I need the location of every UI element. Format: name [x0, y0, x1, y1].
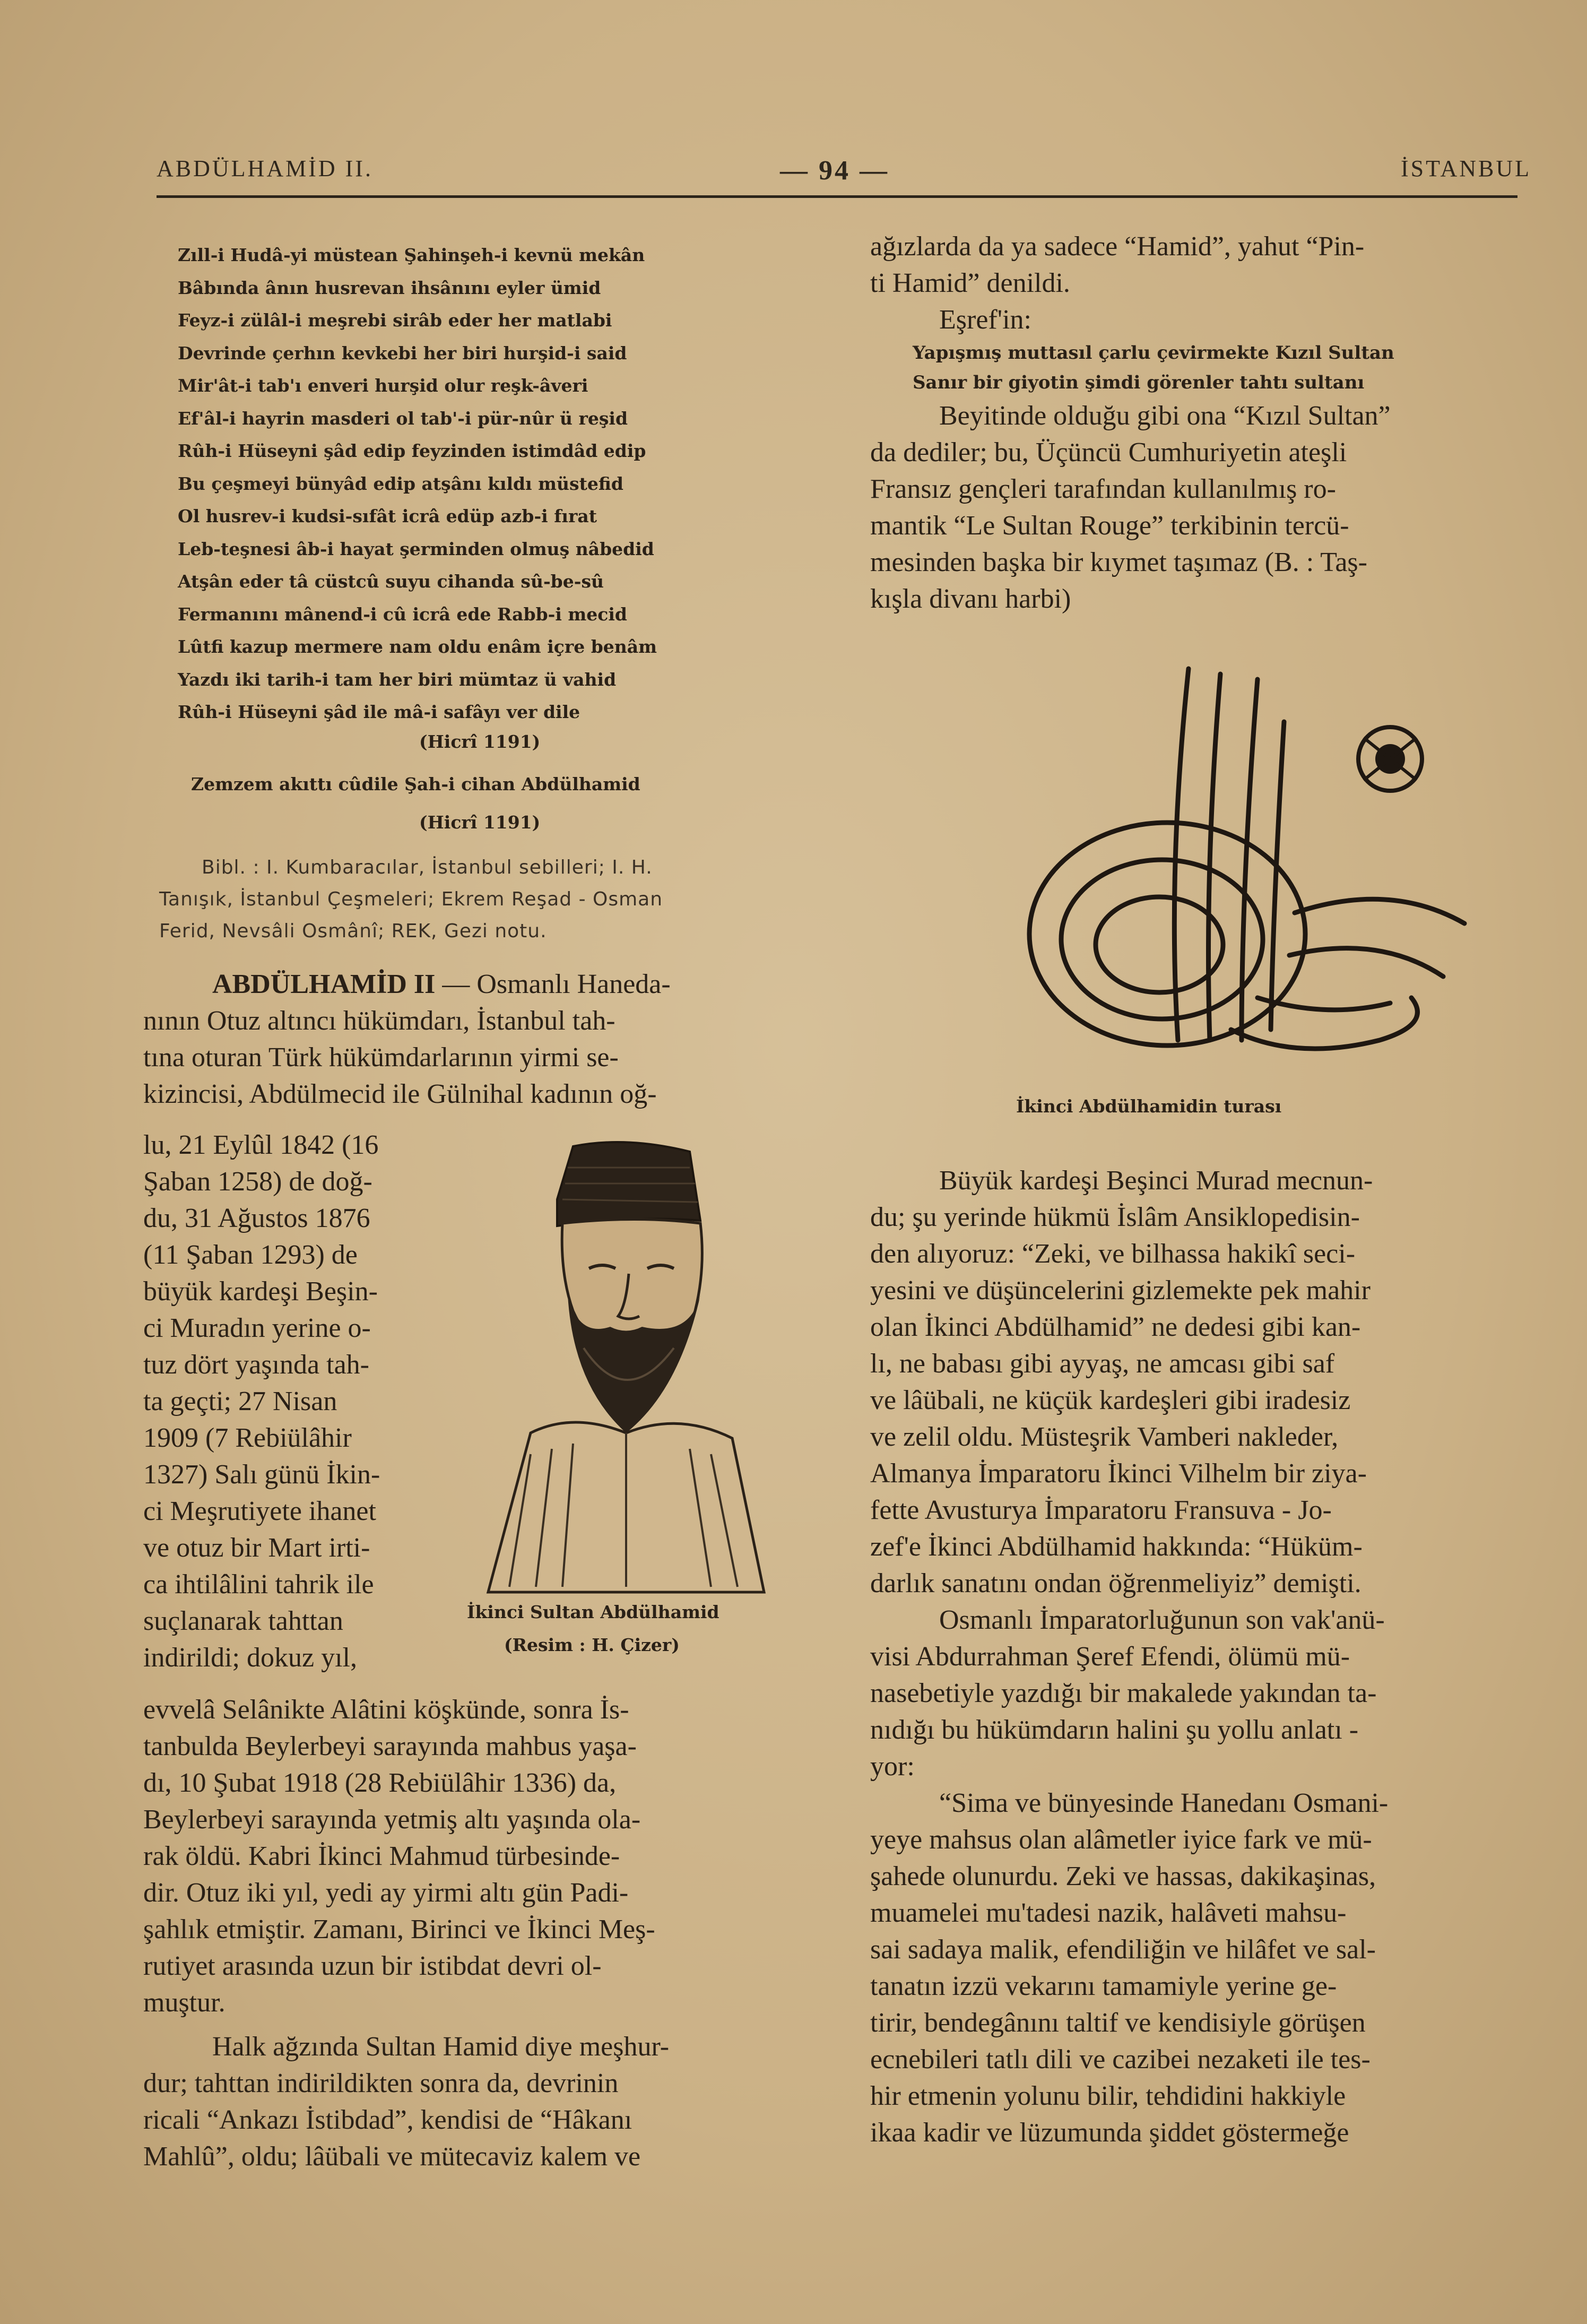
article-line: Beylerbeyi sarayında yetmiş altı yaşında ola-	[143, 1804, 641, 1835]
article-line: nının Otuz altıncı hükümdarı, İstanbul tah-	[143, 1006, 615, 1036]
poem-line: Rûh-i Hüseyni şâd edip feyzinden istimdâd edip	[178, 440, 646, 461]
article-line: du, 31 Ağustos 1876	[143, 1203, 370, 1233]
entry-headword: ABDÜLHAMİD II	[212, 969, 436, 999]
article-line: Osmanlı İmparatorluğunun son vak'anü-	[939, 1605, 1385, 1635]
article-line: nasebetiyle yazdığı bir makalede yakından ta-	[870, 1678, 1377, 1708]
article-line: visi Abdurrahman Şeref Efendi, ölümü mü-	[870, 1642, 1350, 1672]
poem-line: Atşân eder tâ cüstcû suyu cihanda sû-be-sû	[178, 571, 604, 592]
poem-line: Feyz-i zülâl-i meşrebi sirâb eder her matlabi	[178, 310, 612, 331]
bibl-line: Tanışık, İstanbul Çeşmeleri; Ekrem Reşad - Osman	[159, 888, 663, 910]
article-line: tuz dört yaşında tah-	[143, 1350, 369, 1380]
right-column-top	[870, 228, 1533, 617]
article-line: nıdığı bu hükümdarın halini şu yollu anlatı -	[870, 1715, 1359, 1745]
article-line: Büyük kardeşi Beşinci Murad mecnun-	[939, 1165, 1373, 1196]
article-line: tirir, bendegânını taltif ve kendisiyle görüşen	[870, 2008, 1366, 2038]
article-line: fette Avusturya İmparatoru Fransuva - Jo-	[870, 1495, 1332, 1525]
article-line: rutiyet arasında uzun bir istibdat devri ol-	[143, 1951, 602, 1981]
portrait-credit: (Resim : H. Çizer)	[504, 1635, 680, 1655]
article-line: Şaban 1258) de doğ-	[143, 1167, 372, 1197]
article-line: zef'e İkinci Abdülhamid hakkında: “Hüküm-	[870, 1532, 1363, 1562]
article-line: da dediler; bu, Üçüncü Cumhuriyetin ateşli	[870, 437, 1347, 468]
poem-line: Bâbında ânın husrevan ihsânını eyler ümid	[178, 277, 601, 298]
tughra-caption: İkinci Abdülhamidin turası	[1016, 1096, 1282, 1117]
article-line: tanbulda Beylerbeyi sarayında mahbus yaşa-	[143, 1731, 637, 1761]
article-line: tına oturan Türk hükümdarlarının yirmi se-	[143, 1042, 619, 1073]
article-line: yor:	[870, 1751, 915, 1782]
article-line: dir. Otuz iki yıl, yedi ay yirmi altı gün Padi-	[143, 1878, 629, 1908]
page-number: — 94 —	[780, 155, 889, 186]
article-line: mantik “Le Sultan Rouge” terkibinin tercü-	[870, 511, 1349, 541]
article-line: hir etmenin yolunu bilir, tehdidini hakkiyle	[870, 2081, 1346, 2111]
article-line: Beyitinde olduğu gibi ona “Kızıl Sultan”	[939, 401, 1391, 431]
article-line: dur; tahttan indirildikten sonra da, devrinin	[143, 2068, 619, 2098]
article-line: muştur.	[143, 1988, 226, 2018]
entry-first-line-text: — Osmanlı Haneda-	[435, 969, 671, 999]
poem-line: Fermanını mânend-i cû icrâ ede Rabb-i mecid	[178, 603, 627, 625]
article-line: den alıyoruz: “Zeki, ve bilhassa hakikî seci-	[870, 1239, 1356, 1269]
poem-line: Devrinde çerhın kevkebi her biri hurşid-i said	[178, 342, 627, 364]
article-line: sai sadaya malik, efendiliğin ve hilâfet ve sal-	[870, 1934, 1376, 1965]
article-line: şahlık etmiştir. Zamanı, Birinci ve İkinci Meş-	[143, 1914, 655, 1945]
closing-couplet: Zemzem akıttı cûdile Şah-i cihan Abdülhamid	[191, 774, 640, 794]
poem-line: Lûtfi kazup mermere nam oldu enâm içre benâm	[178, 636, 657, 657]
article-line: Mahlû”, oldu; lâübali ve mütecaviz kalem ve	[143, 2141, 641, 2172]
article-narrow	[143, 1127, 462, 1676]
poem-line: Ol husrev-i kudsi-sıfât icrâ edüp azb-i fırat	[178, 506, 597, 526]
article-line: büyük kardeşi Beşin-	[143, 1276, 378, 1307]
quoted-couplet-line: Yapışmış muttasıl çarlu çevirmekte Kızıl Sultan	[913, 342, 1394, 364]
article-line: (11 Şaban 1293) de	[143, 1240, 358, 1270]
poem-line: Bu çeşmeyi bünyâd edip atşânı kıldı müstefid	[178, 473, 623, 494]
poem-line: Ef'âl-i hayrin masderi ol tab'-i pür-nûr ü reşid	[178, 408, 628, 429]
bibl-line: Bibl. : I. Kumbaracılar, İstanbul sebilleri; I. H.	[202, 857, 653, 878]
poem-line: Mir'ât-i tab'ı enveri hurşid olur reşk-âveri	[178, 375, 588, 396]
portrait-illustration	[467, 1136, 785, 1603]
article-line: ca ihtilâlini tahrik ile	[143, 1569, 374, 1600]
article-continuation	[143, 1691, 806, 2175]
article-intro	[143, 966, 806, 1112]
article-line: kizincisi, Abdülmecid ile Gülnihal kadının oğ-	[143, 1079, 657, 1109]
article-line: tanatın izzü vekarını tamamiyle yerine ge-	[870, 1971, 1337, 2001]
running-head-right: İSTANBUL	[1401, 155, 1532, 182]
tughra-illustration	[1008, 658, 1486, 1093]
article-line: 1327) Salı günü İkin-	[143, 1459, 380, 1490]
article-line: ağızlarda da ya sadece “Hamid”, yahut “Pin-	[870, 231, 1365, 262]
article-line: Halk ağzında Sultan Hamid diye meşhur-	[212, 2032, 670, 2062]
article-line: Fransız gençleri tarafından kullanılmış ro-	[870, 474, 1336, 504]
poem-line: Yazdı iki tarih-i tam her biri mümtaz ü vahid	[178, 669, 617, 690]
article-line: ta geçti; 27 Nisan	[143, 1386, 337, 1416]
article-line: olan İkinci Abdülhamid” ne dedesi gibi kan-	[870, 1312, 1361, 1342]
article-line: kışla divanı harbi)	[870, 584, 1071, 614]
article-line: mesinden başka bir kıymet taşımaz (B. : Taş-	[870, 547, 1367, 577]
article-line: ecnebileri tatlı dili ve cazibei nezaketi ile tes-	[870, 2044, 1371, 2075]
hijri-date: (Hicrî 1191)	[419, 731, 541, 752]
hijri-date: (Hicrî 1191)	[419, 812, 541, 833]
quoted-couplet-line: Sanır bir giyotin şimdi görenler tahtı sultanı	[913, 372, 1365, 393]
article-line: du; şu yerinde hükmü İslâm Ansiklopedisin-	[870, 1202, 1360, 1232]
article-line: suçlanarak tahttan	[143, 1606, 343, 1636]
right-column-body	[870, 1162, 1533, 2151]
article-line: rak öldü. Kabri İkinci Mahmud türbesinde-	[143, 1841, 620, 1871]
article-line: yesini ve düşüncelerini gizlemekte pek mahir	[870, 1275, 1371, 1306]
article-line: lu, 21 Eylûl 1842 (16	[143, 1130, 379, 1160]
article-line: evvelâ Selânikte Alâtini köşkünde, sonra İs-	[143, 1695, 629, 1725]
esref-label: Eşref'in:	[939, 305, 1031, 335]
article-line: muamelei mu'tadesi nazik, halâveti mahsu-	[870, 1898, 1347, 1928]
article-line: ve lâübali, ne küçük kardeşleri gibi iradesiz	[870, 1385, 1351, 1415]
article-line: lı, ne babası gibi ayyaş, ne amcası gibi saf	[870, 1349, 1335, 1379]
article-line: dı, 10 Şubat 1918 (28 Rebiülâhir 1336) da,	[143, 1768, 617, 1798]
article-line: ve zelil oldu. Müsteşrik Vamberi nakleder,	[870, 1422, 1339, 1452]
poem-block	[178, 239, 814, 729]
running-head-left: ABDÜLHAMİD II.	[157, 155, 373, 182]
article-line: ve otuz bir Mart irti-	[143, 1533, 370, 1563]
article-line: ci Meşrutiyete ihanet	[143, 1496, 376, 1526]
article-line: Almanya İmparatoru İkinci Vilhelm bir ziya-	[870, 1458, 1367, 1489]
article-line: ti Hamid” denildi.	[870, 268, 1070, 298]
article-line: darlık sanatını ondan öğrenmeliyiz” demişti.	[870, 1568, 1361, 1599]
article-line: ricali “Ankazı İstibdad”, kendisi de “Hâkanı	[143, 2105, 632, 2135]
poem-line: Rûh-i Hüseyni şâd ile mâ-i safâyı ver dile	[178, 702, 580, 722]
poem-line: Leb-teşnesi âb-i hayat şerminden olmuş nâbedid	[178, 538, 654, 559]
poem-line: Zıll-i Hudâ-yi müstean Şahinşeh-i kevnü mekân	[178, 245, 645, 265]
header-rule	[157, 195, 1517, 198]
article-line: 1909 (7 Rebiülâhir	[143, 1423, 352, 1453]
bibl-line: Ferid, Nevsâli Osmânî; REK, Gezi notu.	[159, 920, 547, 942]
article-line: yeye mahsus olan alâmetler iyice fark ve mü-	[870, 1825, 1372, 1855]
article-line: ci Muradın yerine o-	[143, 1313, 371, 1343]
bibliography	[159, 852, 796, 947]
portrait-caption: İkinci Sultan Abdülhamid	[467, 1602, 719, 1622]
article-line: şahede olunurdu. Zeki ve hassas, dakikaşinas,	[870, 1861, 1376, 1891]
article-line: indirildi; dokuz yıl,	[143, 1643, 357, 1673]
article-line: “Sima ve bünyesinde Hanedanı Osmani-	[939, 1788, 1389, 1818]
article-line: ikaa kadir ve lüzumunda şiddet göstermeğe	[870, 2118, 1349, 2148]
article-first-line	[143, 966, 806, 1003]
